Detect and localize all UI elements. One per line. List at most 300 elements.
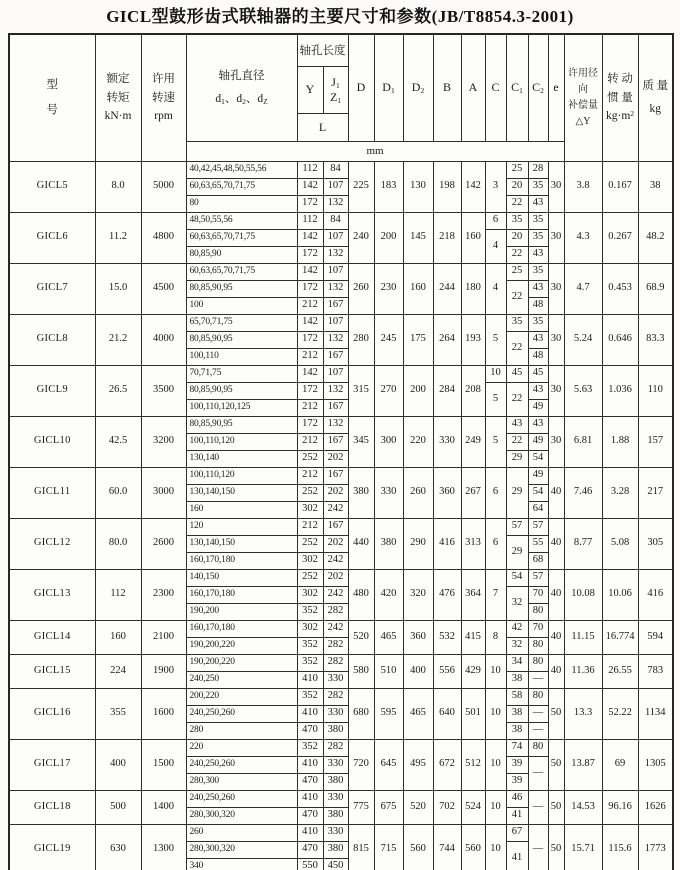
cell-e: 30 — [548, 365, 564, 416]
cell-length-Y: 172 — [297, 280, 323, 297]
cell-C1: 20 — [506, 178, 528, 195]
cell-length-Y: 112 — [297, 212, 323, 229]
cell-length-Y: 212 — [297, 467, 323, 484]
table-row — [9, 416, 673, 433]
cell-mass: 217 — [638, 467, 673, 518]
cell-length-Y: 212 — [297, 518, 323, 535]
cell-length-Y: 142 — [297, 314, 323, 331]
cell-C1: 45 — [506, 365, 528, 382]
cell-bore-diameters: 190,200,220 — [186, 654, 297, 671]
cell-C1: 22 — [506, 280, 528, 314]
cell-length-L: 330 — [323, 790, 348, 807]
cell-length-Y: 410 — [297, 705, 323, 722]
cell-allowed-speed: 2300 — [141, 569, 186, 620]
cell-D: 260 — [348, 263, 374, 314]
cell-bore-diameters: 80,85,90,95 — [186, 382, 297, 399]
cell-mass: 110 — [638, 365, 673, 416]
cell-B: 218 — [433, 212, 461, 263]
cell-D1: 380 — [374, 518, 403, 569]
cell-allowed-speed: 1900 — [141, 654, 186, 688]
cell-C2: 54 — [528, 484, 548, 501]
cell-length-Y: 352 — [297, 688, 323, 705]
cell-radial-compensation: 13.3 — [564, 688, 602, 739]
cell-radial-compensation: 15.71 — [564, 824, 602, 870]
col-header-length-Y: Y — [297, 66, 323, 113]
cell-length-Y: 352 — [297, 603, 323, 620]
cell-C1: 67 — [506, 824, 528, 841]
cell-D2: 290 — [403, 518, 433, 569]
col-header-speed: 许用 转速 rpm — [141, 34, 186, 161]
cell-D: 345 — [348, 416, 374, 467]
cell-mass: 1134 — [638, 688, 673, 739]
cell-bore-diameters: 160 — [186, 501, 297, 518]
cell-C1: 39 — [506, 773, 528, 790]
cell-bore-diameters: 70,71,75 — [186, 365, 297, 382]
unit-row: mm — [186, 141, 564, 161]
cell-length-Y: 142 — [297, 229, 323, 246]
cell-inertia: 0.167 — [602, 161, 638, 212]
cell-D: 225 — [348, 161, 374, 212]
cell-C2: — — [528, 790, 548, 824]
cell-C2: 35 — [528, 229, 548, 246]
cell-length-Y: 410 — [297, 671, 323, 688]
cell-D1: 245 — [374, 314, 403, 365]
cell-e: 40 — [548, 654, 564, 688]
cell-bore-diameters: 100,110,120 — [186, 467, 297, 484]
cell-rated-torque: 500 — [95, 790, 141, 824]
cell-length-L: 107 — [323, 229, 348, 246]
cell-inertia: 26.55 — [602, 654, 638, 688]
cell-length-Y: 352 — [297, 739, 323, 756]
cell-mass: 1773 — [638, 824, 673, 870]
spec-table — [8, 33, 674, 870]
cell-e: 30 — [548, 416, 564, 467]
cell-length-Y: 172 — [297, 382, 323, 399]
cell-allowed-speed: 1500 — [141, 739, 186, 790]
cell-bore-diameters: 240,250 — [186, 671, 297, 688]
cell-inertia: 3.28 — [602, 467, 638, 518]
col-header-inertia: 转 动 惯 量 $kg\cdot m^2$ — [602, 34, 638, 161]
cell-A: 313 — [461, 518, 485, 569]
cell-e: 40 — [548, 518, 564, 569]
cell-D1: 715 — [374, 824, 403, 870]
table-row — [9, 161, 673, 178]
cell-C: 7 — [485, 569, 506, 620]
cell-length-L: 330 — [323, 824, 348, 841]
cell-B: 360 — [433, 467, 461, 518]
cell-C1: 38 — [506, 705, 528, 722]
cell-model: GICL18 — [9, 790, 95, 824]
cell-B: 476 — [433, 569, 461, 620]
cell-B: 416 — [433, 518, 461, 569]
cell-D1: 200 — [374, 212, 403, 263]
cell-C2: — — [528, 705, 548, 722]
cell-length-Y: 410 — [297, 756, 323, 773]
cell-model: GICL10 — [9, 416, 95, 467]
cell-radial-compensation: 5.63 — [564, 365, 602, 416]
cell-length-Y: 212 — [297, 297, 323, 314]
cell-length-L: 282 — [323, 603, 348, 620]
cell-e: 30 — [548, 314, 564, 365]
cell-length-L: 380 — [323, 807, 348, 824]
cell-allowed-speed: 3500 — [141, 365, 186, 416]
cell-length-Y: 252 — [297, 450, 323, 467]
cell-C: 4 — [485, 263, 506, 314]
cell-D1: 270 — [374, 365, 403, 416]
cell-C2: 43 — [528, 280, 548, 297]
cell-bore-diameters: 80,85,90 — [186, 246, 297, 263]
cell-mass: 783 — [638, 654, 673, 688]
cell-length-L: 380 — [323, 841, 348, 858]
cell-C2: 43 — [528, 331, 548, 348]
cell-length-L: 202 — [323, 484, 348, 501]
cell-inertia: 0.646 — [602, 314, 638, 365]
cell-C1: 20 — [506, 229, 528, 246]
cell-length-Y: 172 — [297, 246, 323, 263]
cell-bore-diameters: 40,42,45,48,50,55,56 — [186, 161, 297, 178]
cell-C1: 22 — [506, 382, 528, 416]
cell-length-Y: 410 — [297, 790, 323, 807]
cell-A: 180 — [461, 263, 485, 314]
cell-C2: 35 — [528, 212, 548, 229]
cell-C: 8 — [485, 620, 506, 654]
cell-bore-diameters: 280,300,320 — [186, 807, 297, 824]
cell-C2: — — [528, 756, 548, 790]
col-header-dim-7: $C_2$ — [528, 34, 548, 141]
cell-mass: 83.3 — [638, 314, 673, 365]
cell-bore-diameters: 100,110 — [186, 348, 297, 365]
cell-C2: 80 — [528, 637, 548, 654]
cell-allowed-speed: 2600 — [141, 518, 186, 569]
cell-e: 50 — [548, 790, 564, 824]
cell-C1: 43 — [506, 416, 528, 433]
cell-allowed-speed: 4000 — [141, 314, 186, 365]
cell-length-L: 282 — [323, 654, 348, 671]
cell-radial-compensation: 4.7 — [564, 263, 602, 314]
cell-D: 380 — [348, 467, 374, 518]
cell-length-L: 132 — [323, 280, 348, 297]
cell-C1: 46 — [506, 790, 528, 807]
cell-D: 520 — [348, 620, 374, 654]
cell-radial-compensation: 13.87 — [564, 739, 602, 790]
cell-length-L: 202 — [323, 569, 348, 586]
cell-model: GICL15 — [9, 654, 95, 688]
cell-C1: 22 — [506, 331, 528, 365]
cell-length-L: 330 — [323, 705, 348, 722]
cell-C1: 29 — [506, 450, 528, 467]
table-row — [9, 569, 673, 586]
cell-length-L: 330 — [323, 671, 348, 688]
cell-rated-torque: 224 — [95, 654, 141, 688]
cell-B: 532 — [433, 620, 461, 654]
cell-length-L: 167 — [323, 297, 348, 314]
cell-C: 3 — [485, 161, 506, 212]
cell-C1: 35 — [506, 314, 528, 331]
cell-inertia: 0.453 — [602, 263, 638, 314]
cell-C1: 29 — [506, 535, 528, 569]
cell-C2: 54 — [528, 450, 548, 467]
cell-length-L: 167 — [323, 467, 348, 484]
cell-inertia: 10.06 — [602, 569, 638, 620]
cell-D: 680 — [348, 688, 374, 739]
cell-bore-diameters: 80 — [186, 195, 297, 212]
cell-bore-diameters: 260 — [186, 824, 297, 841]
cell-radial-compensation: 5.24 — [564, 314, 602, 365]
cell-bore-diameters: 80,85,90,95 — [186, 280, 297, 297]
cell-C1: 25 — [506, 161, 528, 178]
cell-mass: 594 — [638, 620, 673, 654]
cell-length-L: 167 — [323, 518, 348, 535]
table-row — [9, 314, 673, 331]
cell-D: 480 — [348, 569, 374, 620]
cell-D2: 260 — [403, 467, 433, 518]
col-header-dim-0: D — [348, 34, 374, 141]
cell-bore-diameters: 48,50,55,56 — [186, 212, 297, 229]
cell-D2: 145 — [403, 212, 433, 263]
cell-length-Y: 142 — [297, 263, 323, 280]
cell-e: 50 — [548, 688, 564, 739]
cell-C2: 48 — [528, 297, 548, 314]
cell-inertia: 52.22 — [602, 688, 638, 739]
cell-D2: 520 — [403, 790, 433, 824]
cell-bore-diameters: 140,150 — [186, 569, 297, 586]
cell-C2: 68 — [528, 552, 548, 569]
cell-A: 364 — [461, 569, 485, 620]
cell-length-Y: 252 — [297, 569, 323, 586]
cell-C: 10 — [485, 365, 506, 382]
cell-D2: 320 — [403, 569, 433, 620]
cell-C2: 43 — [528, 416, 548, 433]
cell-length-Y: 470 — [297, 722, 323, 739]
cell-length-L: 380 — [323, 722, 348, 739]
table-row — [9, 824, 673, 841]
cell-e: 40 — [548, 569, 564, 620]
cell-rated-torque: 112 — [95, 569, 141, 620]
cell-length-Y: 470 — [297, 841, 323, 858]
cell-D2: 200 — [403, 365, 433, 416]
col-header-model: 型 号 — [9, 34, 95, 161]
cell-C2: — — [528, 722, 548, 739]
cell-model: GICL6 — [9, 212, 95, 263]
cell-C2: 43 — [528, 246, 548, 263]
col-header-bore-length: 轴孔长度 — [297, 34, 348, 66]
cell-length-L: 167 — [323, 433, 348, 450]
table-row — [9, 739, 673, 756]
cell-model: GICL19 — [9, 824, 95, 870]
cell-D1: 300 — [374, 416, 403, 467]
cell-bore-diameters: 240,250,260 — [186, 756, 297, 773]
cell-rated-torque: 26.5 — [95, 365, 141, 416]
col-header-torque: 额定 转矩 kN·m — [95, 34, 141, 161]
cell-length-Y: 112 — [297, 161, 323, 178]
cell-bore-diameters: 130,140,150 — [186, 484, 297, 501]
cell-length-Y: 302 — [297, 552, 323, 569]
cell-C: 10 — [485, 824, 506, 870]
cell-radial-compensation: 4.3 — [564, 212, 602, 263]
cell-C2: 48 — [528, 348, 548, 365]
cell-B: 702 — [433, 790, 461, 824]
cell-C2: 64 — [528, 501, 548, 518]
cell-C1: 32 — [506, 637, 528, 654]
col-header-length-J1Z1: $J_1$ $Z_1$ — [323, 66, 348, 113]
cell-C1: 39 — [506, 756, 528, 773]
cell-model: GICL16 — [9, 688, 95, 739]
cell-e: 40 — [548, 467, 564, 518]
cell-C2: 57 — [528, 569, 548, 586]
cell-bore-diameters: 160,170,180 — [186, 620, 297, 637]
cell-bore-diameters: 130,140,150 — [186, 535, 297, 552]
cell-length-L: 202 — [323, 535, 348, 552]
cell-length-L: 242 — [323, 620, 348, 637]
cell-bore-diameters: 120 — [186, 518, 297, 535]
cell-length-L: 107 — [323, 178, 348, 195]
cell-e: 50 — [548, 739, 564, 790]
cell-C: 10 — [485, 739, 506, 790]
cell-C1: 58 — [506, 688, 528, 705]
cell-bore-diameters: 280,300 — [186, 773, 297, 790]
cell-length-Y: 302 — [297, 501, 323, 518]
cell-rated-torque: 400 — [95, 739, 141, 790]
cell-length-Y: 470 — [297, 773, 323, 790]
cell-rated-torque: 15.0 — [95, 263, 141, 314]
cell-length-L: 380 — [323, 773, 348, 790]
cell-bore-diameters: 190,200,220 — [186, 637, 297, 654]
cell-model: GICL7 — [9, 263, 95, 314]
table-row — [9, 688, 673, 705]
cell-D1: 230 — [374, 263, 403, 314]
cell-length-Y: 352 — [297, 654, 323, 671]
cell-C: 6 — [485, 212, 506, 229]
cell-C: 5 — [485, 314, 506, 365]
cell-length-L: 84 — [323, 212, 348, 229]
cell-C2: 55 — [528, 535, 548, 552]
cell-C: 5 — [485, 382, 506, 416]
cell-e: 40 — [548, 620, 564, 654]
cell-length-Y: 212 — [297, 433, 323, 450]
cell-A: 267 — [461, 467, 485, 518]
cell-C2: 43 — [528, 382, 548, 399]
cell-allowed-speed: 1600 — [141, 688, 186, 739]
cell-mass: 157 — [638, 416, 673, 467]
cell-allowed-speed: 1300 — [141, 824, 186, 870]
cell-D1: 183 — [374, 161, 403, 212]
cell-length-L: 132 — [323, 382, 348, 399]
cell-D: 815 — [348, 824, 374, 870]
cell-D1: 420 — [374, 569, 403, 620]
cell-A: 249 — [461, 416, 485, 467]
col-header-dim-4: A — [461, 34, 485, 141]
cell-length-Y: 470 — [297, 807, 323, 824]
cell-model: GICL17 — [9, 739, 95, 790]
cell-inertia: 1.036 — [602, 365, 638, 416]
cell-D2: 400 — [403, 654, 433, 688]
cell-bore-diameters: 240,250,260 — [186, 790, 297, 807]
table-row — [9, 212, 673, 229]
cell-D: 240 — [348, 212, 374, 263]
cell-length-L: 84 — [323, 161, 348, 178]
cell-C: 10 — [485, 790, 506, 824]
cell-A: 512 — [461, 739, 485, 790]
cell-A: 193 — [461, 314, 485, 365]
cell-rated-torque: 355 — [95, 688, 141, 739]
cell-D2: 560 — [403, 824, 433, 870]
cell-length-L: 107 — [323, 314, 348, 331]
cell-allowed-speed: 4800 — [141, 212, 186, 263]
cell-bore-diameters: 190,200 — [186, 603, 297, 620]
cell-length-L: 242 — [323, 501, 348, 518]
cell-A: 142 — [461, 161, 485, 212]
cell-mass: 68.9 — [638, 263, 673, 314]
table-row — [9, 518, 673, 535]
cell-length-L: 450 — [323, 858, 348, 870]
cell-A: 429 — [461, 654, 485, 688]
cell-C1: 42 — [506, 620, 528, 637]
col-header-mass: 质 量 kg — [638, 34, 673, 161]
cell-model: GICL13 — [9, 569, 95, 620]
cell-C1: 34 — [506, 654, 528, 671]
cell-e: 30 — [548, 161, 564, 212]
cell-C2: — — [528, 824, 548, 870]
cell-length-L: 282 — [323, 739, 348, 756]
cell-A: 560 — [461, 824, 485, 870]
cell-rated-torque: 60.0 — [95, 467, 141, 518]
cell-C2: 80 — [528, 654, 548, 671]
cell-length-L: 132 — [323, 195, 348, 212]
cell-allowed-speed: 4500 — [141, 263, 186, 314]
cell-length-Y: 252 — [297, 535, 323, 552]
cell-inertia: 16.774 — [602, 620, 638, 654]
cell-length-Y: 172 — [297, 195, 323, 212]
cell-C1: 25 — [506, 263, 528, 280]
table-row — [9, 620, 673, 637]
cell-D: 280 — [348, 314, 374, 365]
cell-C2: 35 — [528, 178, 548, 195]
cell-C1: 57 — [506, 518, 528, 535]
cell-C: 10 — [485, 688, 506, 739]
cell-D2: 130 — [403, 161, 433, 212]
cell-C: 6 — [485, 467, 506, 518]
page-title: GICL型鼓形齿式联轴器的主要尺寸和参数(JB/T8854.3-2001) — [106, 7, 574, 26]
cell-inertia: 115.6 — [602, 824, 638, 870]
cell-length-L: 242 — [323, 552, 348, 569]
cell-A: 524 — [461, 790, 485, 824]
cell-D1: 645 — [374, 739, 403, 790]
cell-e: 30 — [548, 212, 564, 263]
cell-C1: 32 — [506, 586, 528, 620]
col-header-dim-8: e — [548, 34, 564, 141]
cell-mass: 38 — [638, 161, 673, 212]
cell-C1: 35 — [506, 212, 528, 229]
cell-C: 10 — [485, 654, 506, 688]
cell-C2: 45 — [528, 365, 548, 382]
cell-length-Y: 302 — [297, 620, 323, 637]
cell-C2: 28 — [528, 161, 548, 178]
cell-C1: 41 — [506, 841, 528, 870]
cell-length-L: 167 — [323, 399, 348, 416]
cell-length-L: 107 — [323, 365, 348, 382]
col-header-dim-1: $D_1$ — [374, 34, 403, 141]
cell-rated-torque: 80.0 — [95, 518, 141, 569]
cell-D: 775 — [348, 790, 374, 824]
cell-length-Y: 550 — [297, 858, 323, 870]
cell-C2: 80 — [528, 739, 548, 756]
cell-bore-diameters: 160,170,180 — [186, 586, 297, 603]
cell-rated-torque: 160 — [95, 620, 141, 654]
col-header-dim-6: $C_1$ — [506, 34, 528, 141]
cell-C2: 49 — [528, 467, 548, 484]
cell-bore-diameters: 160,170,180 — [186, 552, 297, 569]
cell-B: 556 — [433, 654, 461, 688]
